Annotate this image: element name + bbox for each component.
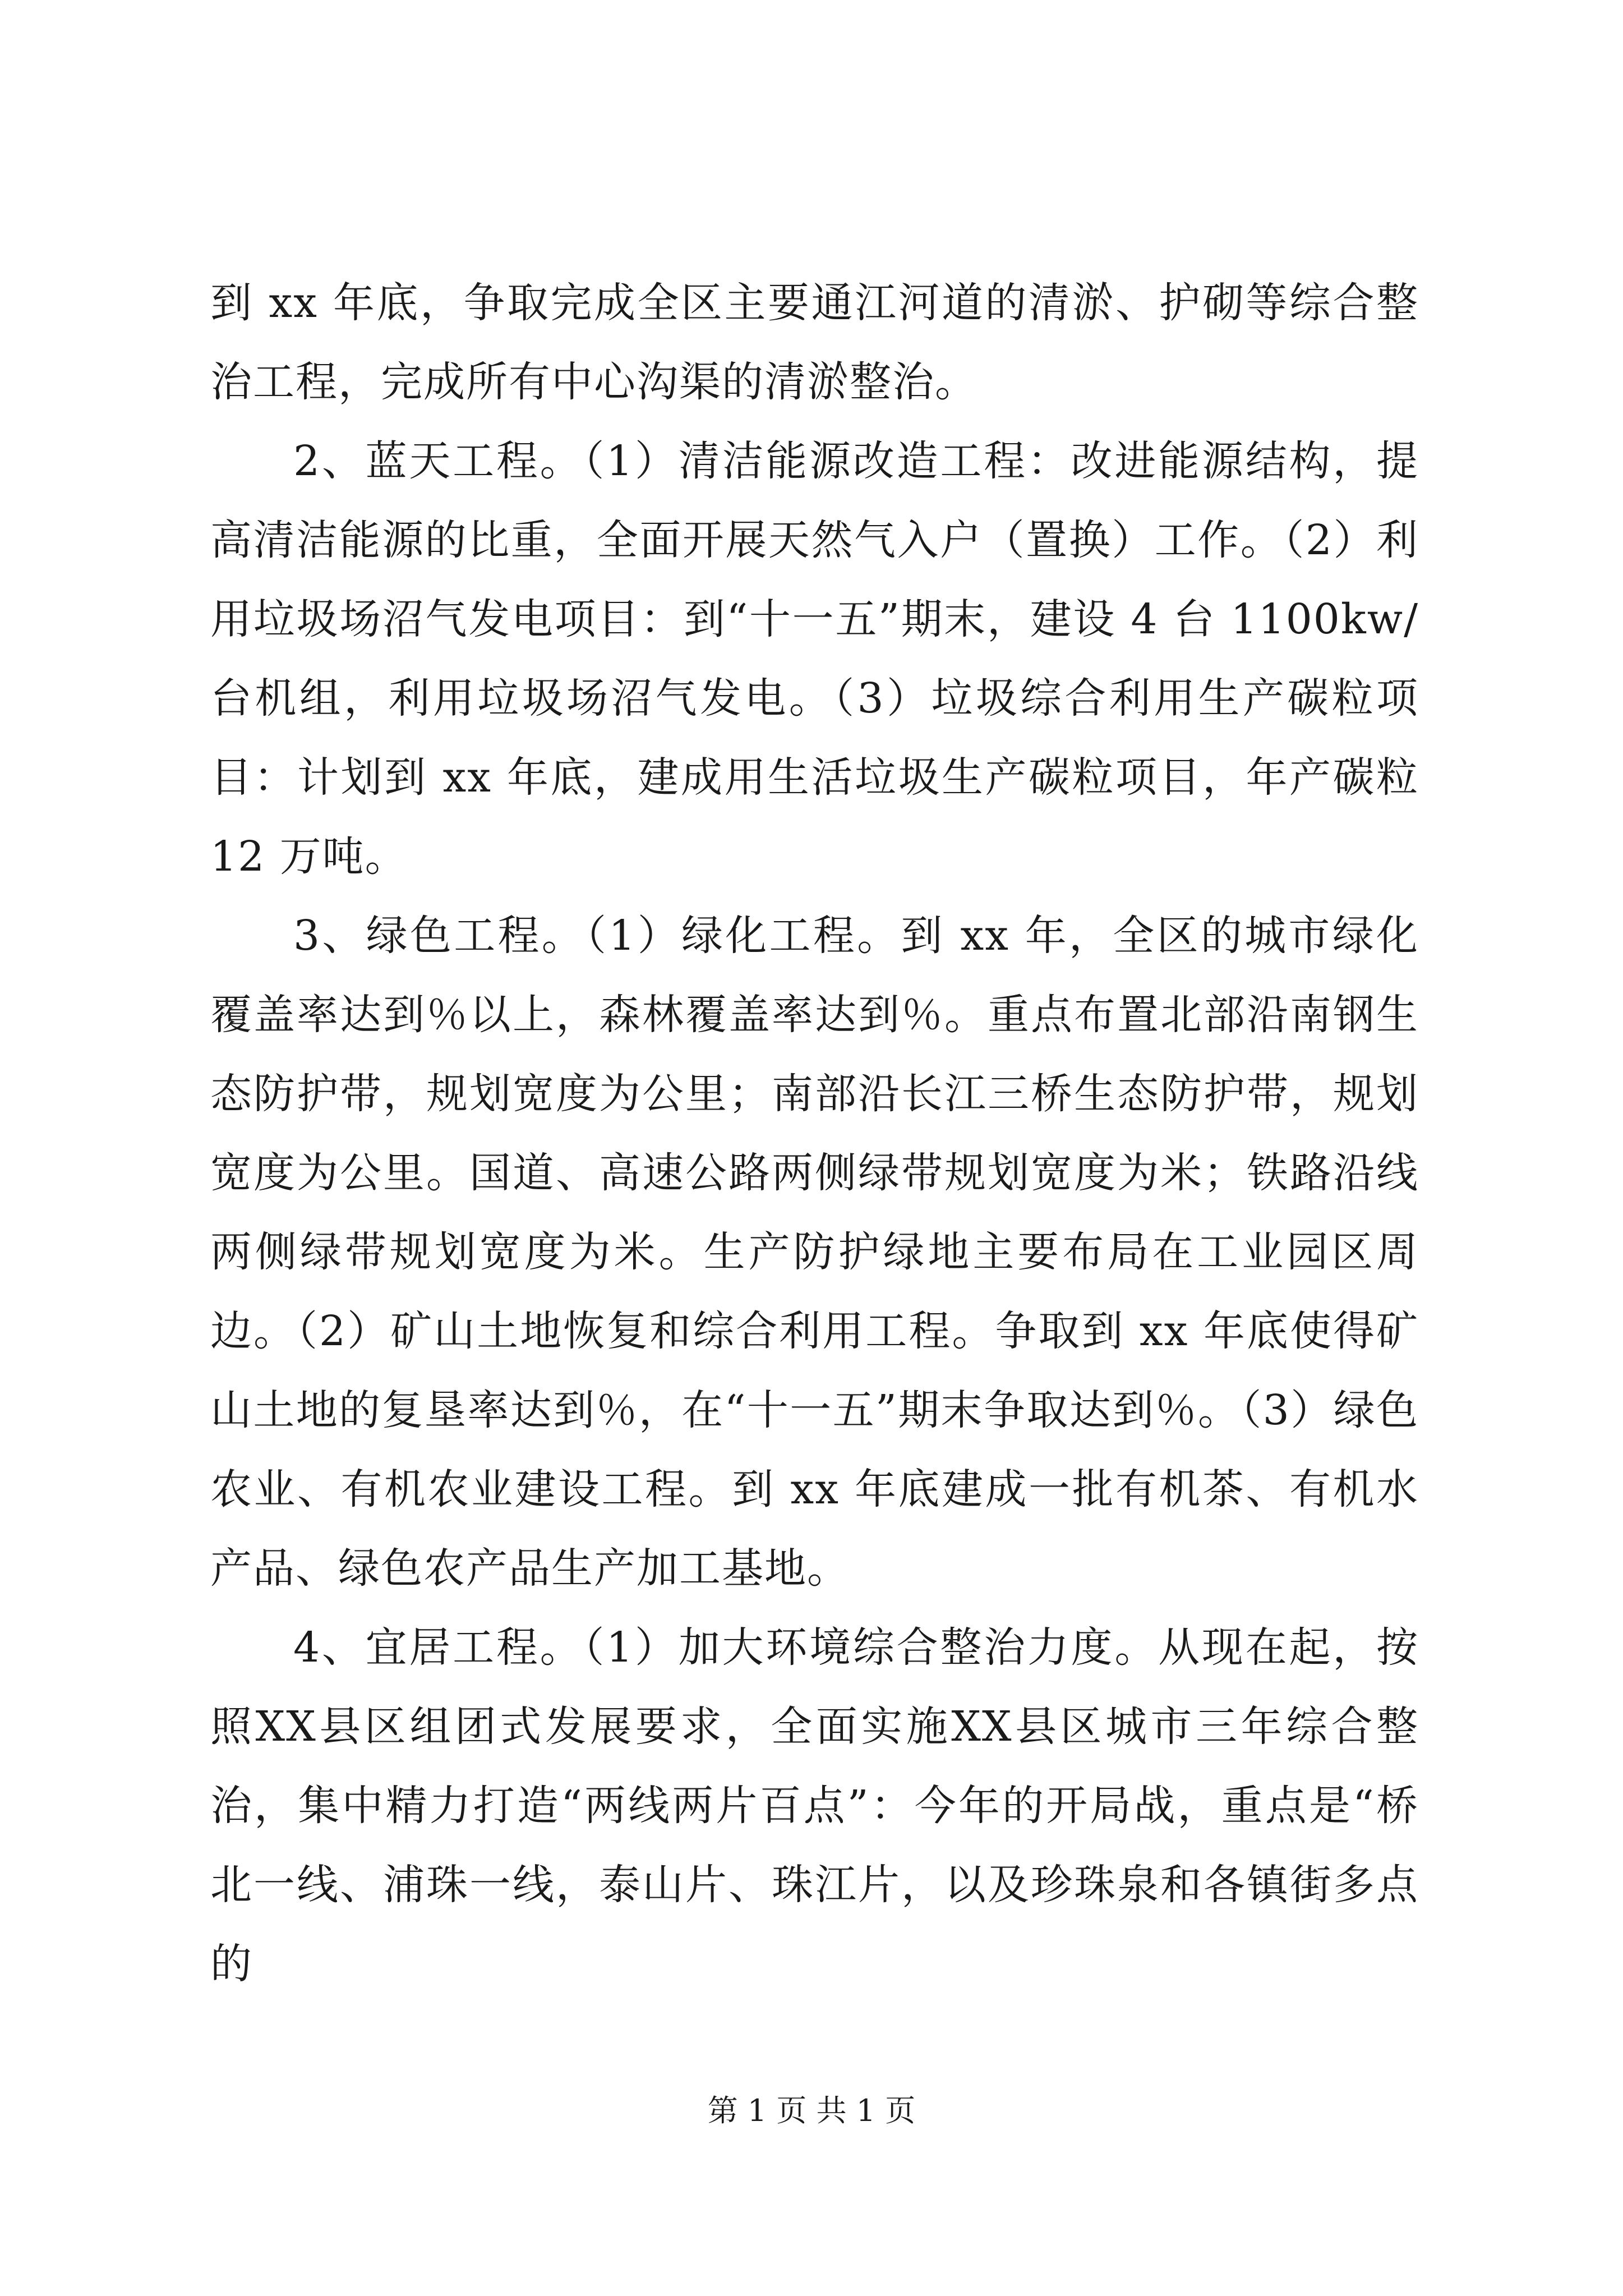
page-number-footer: 第 1 页 共 1 页 [707, 2093, 916, 2128]
document-body [210, 264, 1419, 2004]
paragraph-river-dredging: 到 xx 年底，争取完成全区主要通江河道的清淤、护砌等综合整治工程，完成所有中心沟渠的清淤整治。 [210, 279, 1419, 406]
paragraph-livable-project: 4、宜居工程。（1）加大环境综合整治力度。从现在起，按照XX县区组团式发展要求，全面实施XX县区城市三年综合整治，集中精力打造“两线两片百点”：今年的开局战，重点是“桥北一线、浦珠一线，泰山片、珠江片，以及珍珠泉和各镇街多点的 [210, 1623, 1419, 1988]
paragraph-green-project: 3、绿色工程。（1）绿化工程。到 xx 年，全区的城市绿化覆盖率达到％以上，森林覆盖率达到％。重点布置北部沿南钢生态防护带，规划宽度为公里；南部沿长江三桥生态防护带，规划宽度为公里。国道、高速公路两侧绿带规划宽度为米；铁路沿线两侧绿带规划宽度为米。生产防护绿地主要布局在工业园区周边。（2）矿山土地恢复和综合利用工程。争取到 xx 年底使得矿山土地的复垦率达到％，在“十一五”期末争取达到％。（3）绿色农业、有机农业建设工程。到 xx 年底建成一批有机茶、有机水产品、绿色农产品生产加工基地。 [210, 912, 1419, 1593]
paragraph-blue-sky-project: 2、蓝天工程。（1）清洁能源改造工程：改进能源结构，提高清洁能源的比重，全面开展天然气入户（置换）工作。（2）利用垃圾场沼气发电项目：到“十一五”期末，建设 4 台 1100kw/台机组，利用垃圾场沼气发电。（3）垃圾综合利用生产碳粒项目：计划到 xx 年底，建成用生活垃圾生产碳粒项目，年产碳粒 12 万吨。 [210, 437, 1419, 881]
